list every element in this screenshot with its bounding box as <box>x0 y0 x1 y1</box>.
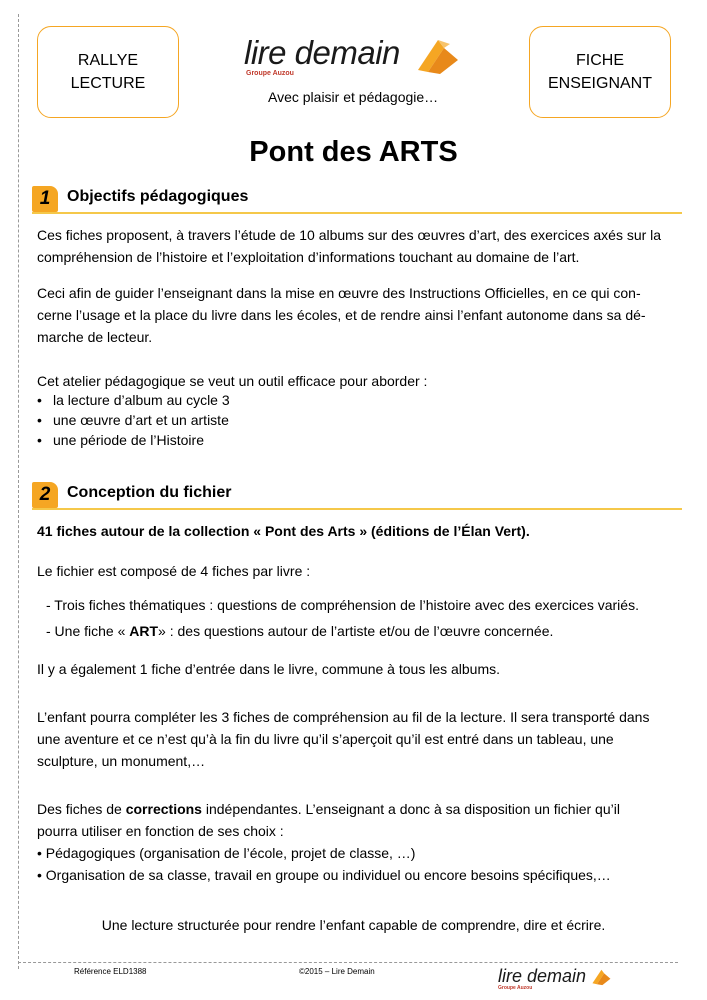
footer-logo <box>498 966 618 994</box>
closing-statement: Une lecture structurée pour rendre l’enfant capable de comprendre, dire et écrire. <box>101 917 606 933</box>
text-span: » : des questions autour de l’artiste et/ou de l’œuvre concernée. <box>158 623 554 639</box>
text-line: pourra utiliser en fonction de ses choix : <box>37 823 284 839</box>
list-item: • Organisation de sa classe, travail en groupe ou individuel ou encore besoins spécifiques,… <box>37 867 611 883</box>
list-item: • une œuvre d’art et un artiste <box>37 412 229 428</box>
paragraph: Le fichier est composé de 4 fiches par livre : <box>37 563 311 579</box>
section-label: Conception du fichier <box>67 484 232 501</box>
text-span: - Une fiche « <box>46 623 130 639</box>
paragraph: Il y a également 1 fiche d’entrée dans le livre, commune à tous les albums. <box>37 661 501 677</box>
section-number: 2 <box>32 482 58 508</box>
rallye-lecture-box <box>37 26 179 118</box>
text-line: sculpture, un monument,… <box>37 753 206 769</box>
footer-logo-subtitle: Groupe Auzou <box>498 985 533 991</box>
text-line: Ceci afin de guider l’enseignant dans la mise en œuvre des Instructions Officielles, en ce qui con- <box>37 285 641 301</box>
tagline: Avec plaisir et pédagogie… <box>268 89 439 105</box>
dash-item: - Trois fiches thématiques : questions de compréhension de l’histoire avec des exercices variés. <box>46 597 639 613</box>
paragraph <box>37 282 677 348</box>
box-line: RALLYE <box>77 52 139 69</box>
footer-reference: Référence ELD1388 <box>74 967 147 976</box>
paragraph: Cet atelier pédagogique se veut un outil efficace pour aborder : <box>37 373 428 389</box>
paragraph <box>37 224 677 268</box>
bold-span: corrections <box>125 801 202 817</box>
list-item: • Pédagogiques (organisation de l’école, projet de classe, …) <box>37 845 416 861</box>
text-line: Ces fiches proposent, à travers l’étude de 10 albums sur des œuvres d’art, des exercices axés sur la <box>37 227 662 243</box>
box-line: LECTURE <box>70 75 146 92</box>
footer-copyright: ©2015 – Lire Demain <box>299 967 375 976</box>
section-header-objectifs <box>32 186 682 214</box>
text-span: indépendantes. L’enseignant a donc à sa disposition un fichier qu’il <box>201 801 620 817</box>
logo-text: lire demain <box>244 34 400 71</box>
list-item-text: une période de l’Histoire <box>53 432 204 448</box>
list-item: • une période de l’Histoire <box>37 432 204 448</box>
text-line: marche de lecteur. <box>37 329 153 345</box>
section-label: Objectifs pédagogiques <box>67 188 249 205</box>
intro-bold: 41 fiches autour de la collection « Pont des Arts » (éditions de l’Élan Vert). <box>37 523 530 539</box>
footer-rule <box>18 962 678 963</box>
box-line: ENSEIGNANT <box>547 75 652 92</box>
paragraph <box>37 706 677 772</box>
list-item-text: la lecture d’album au cycle 3 <box>53 392 230 408</box>
page-title: Pont des ARTS <box>249 136 458 168</box>
lire-demain-logo <box>244 34 464 84</box>
footer-logo-text: lire demain <box>498 966 587 986</box>
logo-subtitle: Groupe Auzou <box>246 70 294 77</box>
text-span: Des fiches de <box>37 801 126 817</box>
bold-span: ART <box>129 623 159 639</box>
book-logo-icon <box>414 36 460 76</box>
box-line: FICHE <box>576 52 624 69</box>
text-line: L’enfant pourra compléter les 3 fiches de compréhension au fil de la lecture. Il sera transporté dans <box>37 709 650 725</box>
section-header-conception <box>32 482 682 510</box>
list-item: • la lecture d’album au cycle 3 <box>37 392 230 408</box>
paragraph <box>37 798 677 886</box>
section-number: 1 <box>32 186 58 212</box>
text-line <box>37 798 677 820</box>
book-logo-icon <box>590 968 612 986</box>
text-line: compréhension de l’histoire et l’exploitation d’informations touchant au domaine de l’art. <box>37 249 580 265</box>
list-item-text: une œuvre d’art et un artiste <box>53 412 229 428</box>
dash-item <box>46 620 686 642</box>
text-line: une aventure et ce n’est qu’à la fin du livre qu’il s’aperçoit qu’il est entré dans un tableau, une <box>37 731 614 747</box>
fiche-enseignant-box <box>529 26 671 118</box>
text-line: cerne l’usage et la place du livre dans les écoles, et de rendre ainsi l’enfant autonome dans sa dé- <box>37 307 646 323</box>
